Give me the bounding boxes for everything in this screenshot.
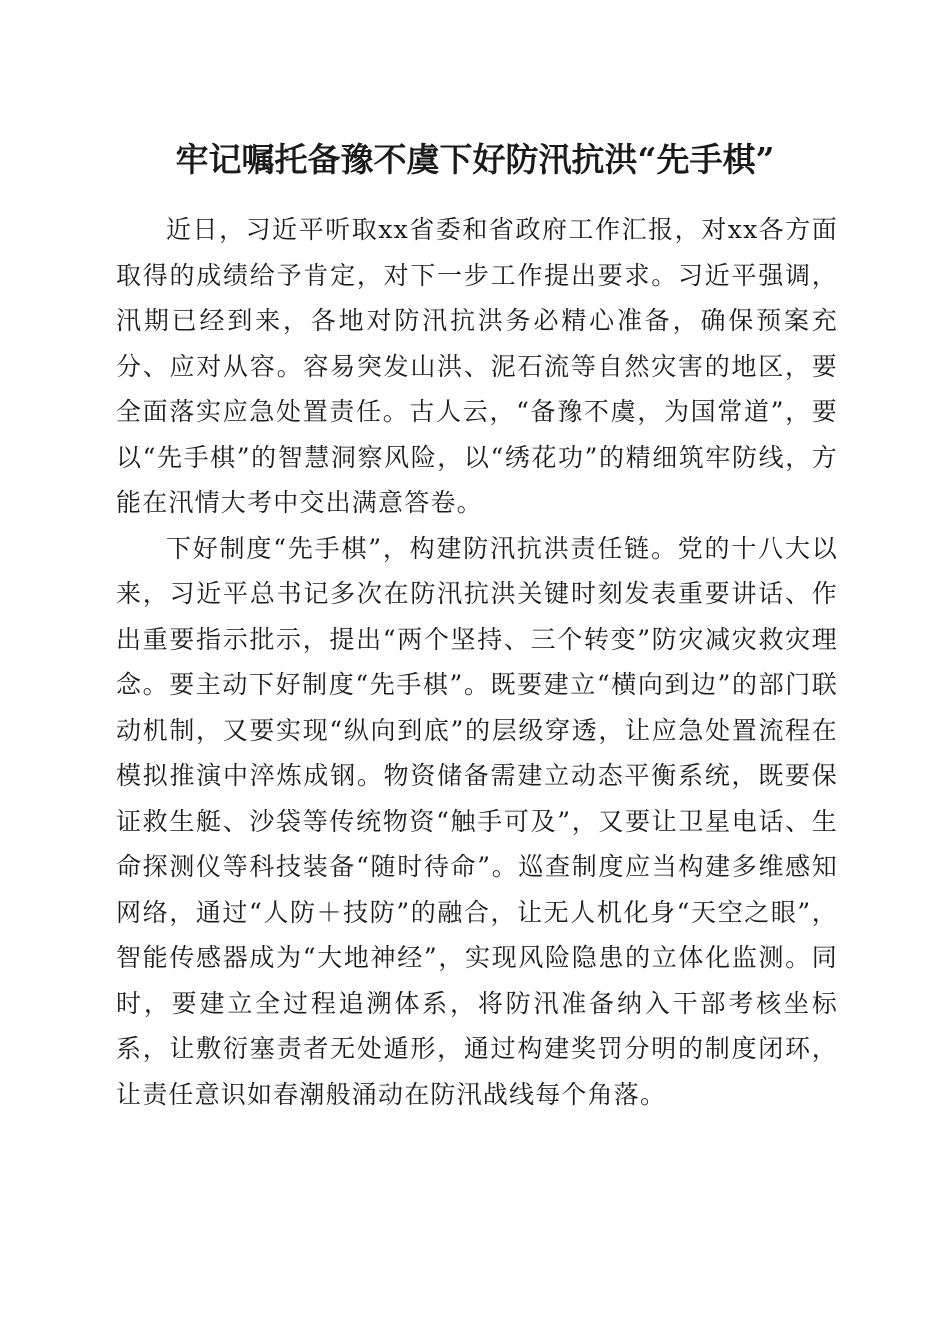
document-title: 牢记嘱托备豫不虞下好防汛抗洪“先手棋” [175,140,775,179]
paragraph-system: 下好制度“先手棋”，构建防汛抗洪责任链。党的十八大以来，习近平总书记多次在防汛抗洪关键时刻发表重要讲话、作出重要指示批示，提出“两个坚持、三个转变”防灾减灾救灾理念。要主动下好制度“先手棋”。既要建立“横向到边”的部门联动机制，又要实现“纵向到底”的层级穿透，让应急处置流程在模拟推演中淬炼成钢。物资储备需建立动态平衡系统，既要保证救生艇、沙袋等传统物资“触手可及”，又要让卫星电话、生命探测仪等科技装备“随时待命”。巡查制度应当构建多维感知网络，通过“人防＋技防”的融合，让无人机化身“天空之眼”，智能传感器成为“大地神经”，实现风险隐患的立体化监测。同时，要建立全过程追溯体系，将防汛准备纳入干部考核坐标系，让敷衍塞责者无处遁形，通过构建奖罚分明的制度闭环，让责任意识如春潮般涌动在防汛战线每个角落。 [116,533,838,1109]
paragraph-intro: 近日，习近平听取xx省委和省政府工作汇报，对xx各方面取得的成绩给予肯定，对下一步工作提出要求。习近平强调，汛期已经到来，各地对防汛抗洪务必精心准备，确保预案充分、应对从容。容易突发山洪、泥石流等自然灾害的地区，要全面落实应急处置责任。古人云，“备豫不虞，为国常道”，要以“先手棋”的智慧洞察风险，以“绣花功”的精细筑牢防线，方能在汛情大考中交出满意答卷。 [116,215,838,517]
document-body [116,207,838,1117]
